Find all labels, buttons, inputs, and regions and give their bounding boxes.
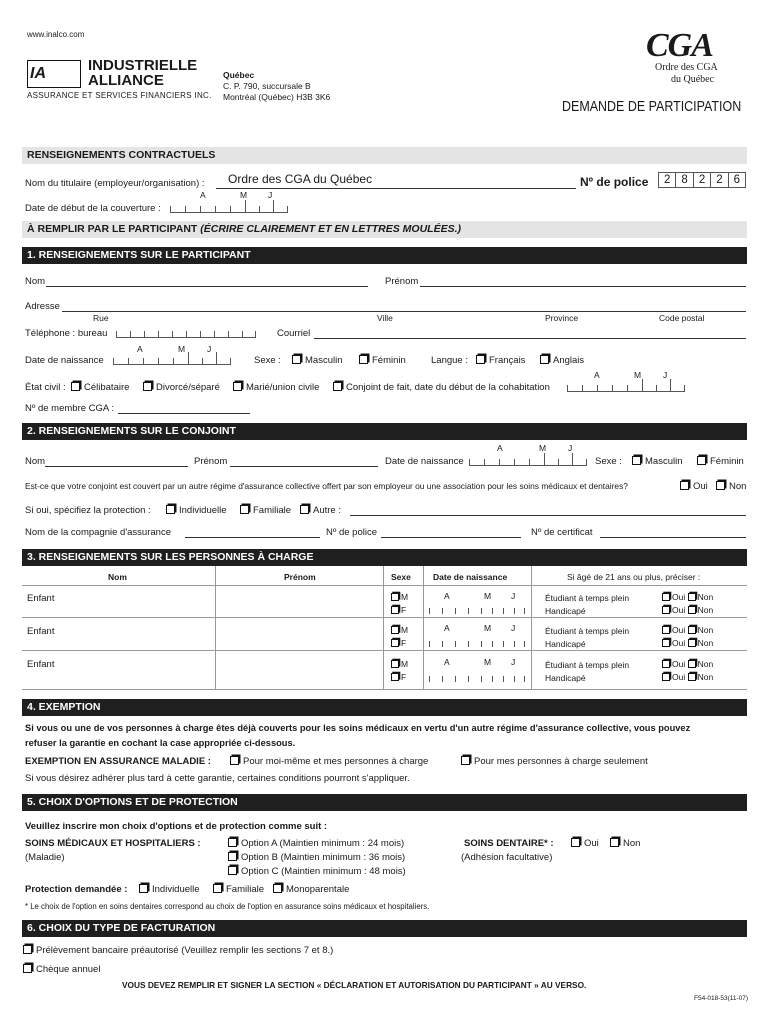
checkbox-icon[interactable] (23, 964, 32, 973)
col-sexe: Sexe (391, 572, 411, 582)
contract-header: RENSEIGNEMENTS CONTRACTUELS (22, 147, 747, 164)
checkbox-icon[interactable] (662, 639, 670, 647)
oui-label: Oui (672, 638, 686, 648)
s5-familiale[interactable] (213, 884, 264, 895)
checkbox-icon[interactable] (228, 866, 237, 875)
checkbox-icon[interactable] (71, 382, 80, 391)
s5-maladie: (Maladie) (25, 852, 65, 863)
handicape-label: Handicapé (545, 639, 586, 649)
s1-naissance-label: Date de naissance (25, 355, 104, 366)
s5-monoparentale-label: Monoparentale (286, 884, 350, 895)
s1-code-postal-label: Code postal (659, 313, 705, 323)
s4-text1: Si vous ou une de vos personnes à charge êtes déjà couverts pour les soins médicaux en vertu d'un autre régime d'assurance collective, vous pouvez (25, 723, 691, 733)
checkbox-icon[interactable] (697, 456, 706, 465)
non-label: Non (697, 638, 714, 648)
s1-membre-label: Nº de membre CGA : (25, 403, 114, 414)
section4-header: 4. EXEMPTION (22, 699, 747, 716)
s1-masculin-label: Masculin (305, 355, 343, 366)
s2-naissance-label: Date de naissance (385, 456, 464, 467)
checkbox-icon[interactable] (233, 382, 242, 391)
s5-dent-non-label: Non (623, 838, 641, 849)
s6-cheque-label: Chèque annuel (36, 964, 101, 975)
s5-dent-oui[interactable] (571, 838, 599, 849)
checkbox-icon[interactable] (213, 884, 222, 893)
ia-logo: IA (27, 60, 81, 88)
s5-intro: Veuillez inscrire mon choix d'options et de protection comme suit : (25, 821, 328, 832)
s1-adresse-field[interactable] (62, 311, 746, 312)
address-line3: Montréal (Québec) H3B 3K6 (223, 92, 331, 102)
checkbox-icon[interactable] (143, 382, 152, 391)
cga-logo: CGA (646, 27, 713, 64)
s2-certificat-field[interactable] (600, 537, 746, 538)
company-line1: INDUSTRIELLE (88, 57, 198, 74)
s2-nom-field[interactable] (45, 466, 188, 467)
oui-label: Oui (672, 592, 686, 602)
dob-a: A (444, 657, 450, 667)
company-tagline: ASSURANCE ET SERVICES FINANCIERS INC. (27, 91, 212, 100)
s2-compagnie-label: Nom de la compagnie d'assurance (25, 527, 171, 538)
checkbox-icon[interactable] (228, 852, 237, 861)
checkbox-icon[interactable] (688, 593, 696, 601)
s1-telephone-field[interactable] (116, 326, 256, 338)
policy-digit: 8 (676, 173, 693, 187)
s5-optC-label: Option C (Maintien minimum : 48 mois) (241, 866, 406, 877)
dob-j: J (511, 623, 516, 633)
s5-dentaire-label: SOINS DENTAIRE* : (464, 838, 554, 849)
s1-cohab-a: A (594, 370, 600, 380)
s1-etat-civil-label: État civil : (25, 382, 66, 393)
policy-digit: 2 (694, 173, 711, 187)
s1-dob-a: A (137, 344, 143, 354)
dob-field[interactable] (429, 602, 525, 614)
col-naissance: Date de naissance (433, 572, 508, 582)
s2-police-field[interactable] (381, 537, 521, 538)
dob-field[interactable] (429, 635, 525, 647)
s2-compagnie-field[interactable] (185, 537, 320, 538)
s4-text2: refuser la garantie en cochant la case appropriée ci-dessous. (25, 738, 296, 748)
sex-f-label: F (401, 638, 407, 648)
oui-label: Oui (672, 672, 686, 682)
row-label: Enfant (27, 659, 55, 670)
section1-header: 1. RENSEIGNEMENTS SUR LE PARTICIPANT (22, 247, 747, 264)
cga-org2: du Québec (671, 74, 715, 85)
s1-province-label: Province (545, 313, 579, 323)
section5-header: 5. CHOIX D'OPTIONS ET DE PROTECTION (22, 794, 747, 811)
form-title: DEMANDE DE PARTICIPATION (562, 99, 742, 115)
s5-familiale-label: Familiale (226, 884, 265, 895)
col-age: Si âgé de 21 ans ou plus, préciser : (567, 572, 701, 582)
s1-masculin-option[interactable] (292, 355, 343, 366)
s5-optB[interactable] (228, 852, 405, 863)
s2-q-oui-option[interactable] (680, 481, 708, 492)
s4-opt2[interactable] (461, 756, 648, 767)
s5-optC[interactable] (228, 866, 406, 877)
dob-a: A (444, 591, 450, 601)
checkbox-icon[interactable] (680, 481, 689, 490)
col-prenom: Prénom (284, 572, 316, 582)
checkbox-icon[interactable] (391, 606, 399, 614)
checkbox-icon[interactable] (139, 884, 148, 893)
non-label: Non (697, 592, 714, 602)
s2-prenom-field[interactable] (230, 466, 378, 467)
s5-protection-label: Protection demandée : (25, 884, 128, 895)
checkbox-icon[interactable] (571, 838, 580, 847)
s1-langue-label: Langue : (431, 355, 468, 366)
checkbox-icon[interactable] (461, 756, 470, 765)
s1-nom-label: Nom (25, 276, 46, 287)
checkbox-icon[interactable] (540, 355, 549, 364)
s1-francais-option[interactable] (476, 355, 525, 366)
s2-protection-label: Si oui, spécifiez la protection : (25, 505, 151, 516)
s1-rue-label: Rue (93, 313, 109, 323)
etudiant-label: Étudiant à temps plein (545, 660, 630, 670)
dob-field[interactable] (429, 670, 525, 682)
s2-q-non-option[interactable] (716, 481, 746, 492)
dob-m: M (484, 591, 492, 601)
s4-opt1-label: Pour moi-même et mes personnes à charge (243, 756, 429, 767)
s4-opt2-label: Pour mes personnes à charge seulement (474, 756, 648, 767)
s2-individuelle-label: Individuelle (179, 505, 227, 516)
policy-digit: 6 (733, 174, 741, 186)
s1-dob-m: M (178, 344, 186, 354)
dob-m: M (484, 623, 492, 633)
s5-monoparentale[interactable] (273, 884, 349, 895)
s6-prelevement-label: Prélèvement bancaire préautorisé (Veuillez remplir les sections 7 et 8.) (36, 945, 334, 956)
s4-exemption-label: EXEMPTION EN ASSURANCE MALADIE : (25, 756, 211, 767)
sex-m-label: M (401, 625, 409, 635)
s2-autre-field[interactable] (350, 515, 746, 516)
s1-divorce-label: Divorcé/séparé (156, 382, 220, 393)
s5-medical-label: SOINS MÉDICAUX ET HOSPITALIERS : (25, 838, 201, 849)
checkbox-icon[interactable] (230, 756, 239, 765)
s1-dob-j: J (207, 344, 212, 354)
s1-sexe-label: Sexe : (254, 355, 281, 366)
address-line2: C. P. 790, succursale B (223, 81, 311, 91)
oui-label: Oui (672, 605, 686, 615)
s5-optB-label: Option B (Maintien minimum : 36 mois) (241, 852, 406, 863)
checkbox-icon[interactable] (273, 884, 282, 893)
s1-conjoint-fait-label: Conjoint de fait, date du début de la cohabitation (346, 382, 550, 393)
s2-nom-label: Nom (25, 456, 46, 467)
s2-sexe-label: Sexe : (595, 456, 622, 467)
checkbox-icon[interactable] (610, 838, 619, 847)
sex-f-label: F (401, 605, 407, 615)
s2-dob-a: A (497, 443, 503, 453)
s5-optA[interactable] (228, 838, 404, 849)
sex-m-label: M (401, 592, 409, 602)
s1-cohab-j: J (663, 370, 668, 380)
s5-optA-label: Option A (Maintien minimum : 24 mois) (241, 838, 405, 849)
checkbox-icon[interactable] (391, 660, 399, 668)
checkbox-icon[interactable] (166, 505, 175, 514)
dob-a: A (444, 623, 450, 633)
s2-feminin-label: Féminin (710, 456, 744, 467)
checkbox-icon[interactable] (662, 660, 670, 668)
start-date-label: Date de début de la couverture : (25, 203, 161, 214)
s1-anglais-option[interactable] (540, 355, 584, 366)
checkbox-icon[interactable] (391, 673, 399, 681)
checkbox-icon[interactable] (688, 606, 696, 614)
s2-q-non-label: Non (729, 481, 747, 492)
s2-dob-m: M (539, 443, 547, 453)
website: www.inalco.com (27, 30, 85, 39)
s2-autre-label: Autre : (313, 505, 341, 516)
checkbox-icon[interactable] (23, 945, 32, 954)
s6-prelevement[interactable] (23, 945, 333, 956)
s1-francais-label: Français (489, 355, 526, 366)
holder-label: Nom du titulaire (employeur/organisation) : (25, 178, 205, 189)
checkbox-icon[interactable] (688, 626, 696, 634)
s2-dob-j: J (568, 443, 573, 453)
s5-dent-oui-label: Oui (584, 838, 599, 849)
non-label: Non (697, 672, 714, 682)
form-code: F54-018-53(11-07) (694, 995, 749, 1002)
s2-familiale-label: Familiale (253, 505, 292, 516)
policy-number (658, 172, 746, 188)
checkbox-icon[interactable] (662, 606, 670, 614)
participant-fill-note: (ÉCRIRE CLAIREMENT ET EN LETTRES MOULÉES.) (200, 223, 462, 235)
checkbox-icon[interactable] (632, 456, 641, 465)
s5-individuelle-label: Individuelle (152, 884, 200, 895)
s1-feminin-option[interactable] (359, 355, 406, 366)
etudiant-label: Étudiant à temps plein (545, 626, 630, 636)
s5-footnote: * Le choix de l'option en soins dentaires correspond au choix de l'option en assurance soins médicaux et hospitaliers. (25, 902, 430, 911)
s2-masculin-label: Masculin (645, 456, 683, 467)
s1-telephone-label: Téléphone : bureau (25, 328, 108, 339)
policy-label: Nº de police (580, 175, 649, 189)
checkbox-icon[interactable] (716, 481, 725, 490)
sex-f-label: F (401, 672, 407, 682)
row-label: Enfant (27, 593, 55, 604)
address-city: Québec (223, 70, 255, 80)
s1-conjoint-fait-option[interactable] (333, 382, 550, 393)
s2-prenom-label: Prénom (194, 456, 228, 467)
s1-naissance-field[interactable] (113, 353, 231, 365)
checkbox-icon[interactable] (359, 355, 368, 364)
policy-digit: 2 (711, 173, 728, 187)
s1-anglais-label: Anglais (553, 355, 585, 366)
checkbox-icon[interactable] (476, 355, 485, 364)
s1-adresse-label: Adresse (25, 301, 60, 312)
s2-autre-option[interactable] (300, 505, 341, 516)
s5-facultative: (Adhésion facultative) (461, 852, 553, 863)
s1-cohab-date-field[interactable] (567, 380, 685, 392)
s1-ville-label: Ville (377, 313, 393, 323)
s4-note: Si vous désirez adhérer plus tard à cette garantie, certaines conditions pourront s'appliquer. (25, 773, 410, 784)
checkbox-icon[interactable] (292, 355, 301, 364)
policy-digit: 2 (659, 173, 676, 187)
s1-celibataire-label: Célibataire (84, 382, 130, 393)
s1-feminin-label: Féminin (372, 355, 406, 366)
s1-celibataire-option[interactable] (71, 382, 129, 393)
non-label: Non (697, 659, 714, 669)
s2-question: Est-ce que votre conjoint est couvert par un autre régime d'assurance collective offert par son employeur ou une association pour les soins médicaux et dentaires? (25, 481, 628, 491)
etudiant-label: Étudiant à temps plein (545, 593, 630, 603)
handicape-label: Handicapé (545, 606, 586, 616)
sex-m-label: M (401, 659, 409, 669)
checkbox-icon[interactable] (228, 838, 237, 847)
date-m-label: M (240, 190, 248, 200)
s1-courriel-field[interactable] (314, 338, 746, 339)
checkbox-icon[interactable] (333, 382, 342, 391)
checkbox-icon[interactable] (240, 505, 249, 514)
dob-j: J (511, 591, 516, 601)
date-j-label: J (268, 190, 273, 200)
s1-courriel-label: Courriel (277, 328, 311, 339)
s2-police-label: Nº de police (326, 527, 377, 538)
s5-individuelle[interactable] (139, 884, 200, 895)
row-label: Enfant (27, 626, 55, 637)
section2-header: 2. RENSEIGNEMENTS SUR LE CONJOINT (22, 423, 747, 440)
s1-membre-field[interactable] (118, 413, 250, 414)
cga-org1: Ordre des CGA (655, 62, 718, 73)
s2-feminin-option[interactable] (697, 456, 744, 467)
s2-q-oui-label: Oui (693, 481, 708, 492)
participant-fill-title: À REMPLIR PAR LE PARTICIPANT (27, 223, 201, 235)
participant-fill-header (22, 221, 747, 238)
date-a-label: A (200, 190, 206, 200)
checkbox-icon[interactable] (391, 639, 399, 647)
s2-masculin-option[interactable] (632, 456, 683, 467)
checkbox-icon[interactable] (391, 593, 399, 601)
s4-opt1[interactable] (230, 756, 428, 767)
s1-prenom-label: Prénom (385, 276, 419, 287)
s2-certificat-label: Nº de certificat (531, 527, 593, 538)
handicape-label: Handicapé (545, 673, 586, 683)
section6-header: 6. CHOIX DU TYPE DE FACTURATION (22, 920, 747, 937)
checkbox-icon[interactable] (688, 673, 696, 681)
footer-notice: VOUS DEVEZ REMPLIR ET SIGNER LA SECTION « DÉCLARATION ET AUTORISATION DU PARTICIPANT » AU VERSO. (122, 980, 587, 990)
s2-naissance-field[interactable] (469, 454, 587, 466)
dob-j: J (511, 657, 516, 667)
checkbox-icon[interactable] (300, 505, 309, 514)
oui-label: Oui (672, 625, 686, 635)
s1-prenom-field[interactable] (420, 286, 746, 287)
checkbox-icon[interactable] (662, 593, 670, 601)
s2-individuelle-option[interactable] (166, 505, 227, 516)
dob-m: M (484, 657, 492, 667)
checkbox-icon[interactable] (688, 639, 696, 647)
checkbox-icon[interactable] (391, 626, 399, 634)
s6-cheque[interactable] (23, 964, 100, 975)
s2-familiale-option[interactable] (240, 505, 291, 516)
checkbox-icon[interactable] (688, 660, 696, 668)
section3-header: 3. RENSEIGNEMENTS SUR LES PERSONNES À CHARGE (22, 549, 747, 566)
checkbox-icon[interactable] (662, 626, 670, 634)
oui-label: Oui (672, 659, 686, 669)
s1-marie-option[interactable] (233, 382, 319, 393)
company-line2: ALLIANCE (88, 72, 164, 89)
s5-dent-non[interactable] (610, 838, 640, 849)
col-nom: Nom (108, 572, 127, 582)
non-label: Non (697, 605, 714, 615)
s1-divorce-option[interactable] (143, 382, 220, 393)
start-date-field[interactable] (170, 201, 288, 213)
s1-nom-field[interactable] (46, 286, 368, 287)
non-label: Non (697, 625, 714, 635)
s1-marie-label: Marié/union civile (246, 382, 320, 393)
s1-cohab-m: M (634, 370, 642, 380)
holder-value[interactable]: Ordre des CGA du Québec (228, 172, 373, 186)
checkbox-icon[interactable] (662, 673, 670, 681)
